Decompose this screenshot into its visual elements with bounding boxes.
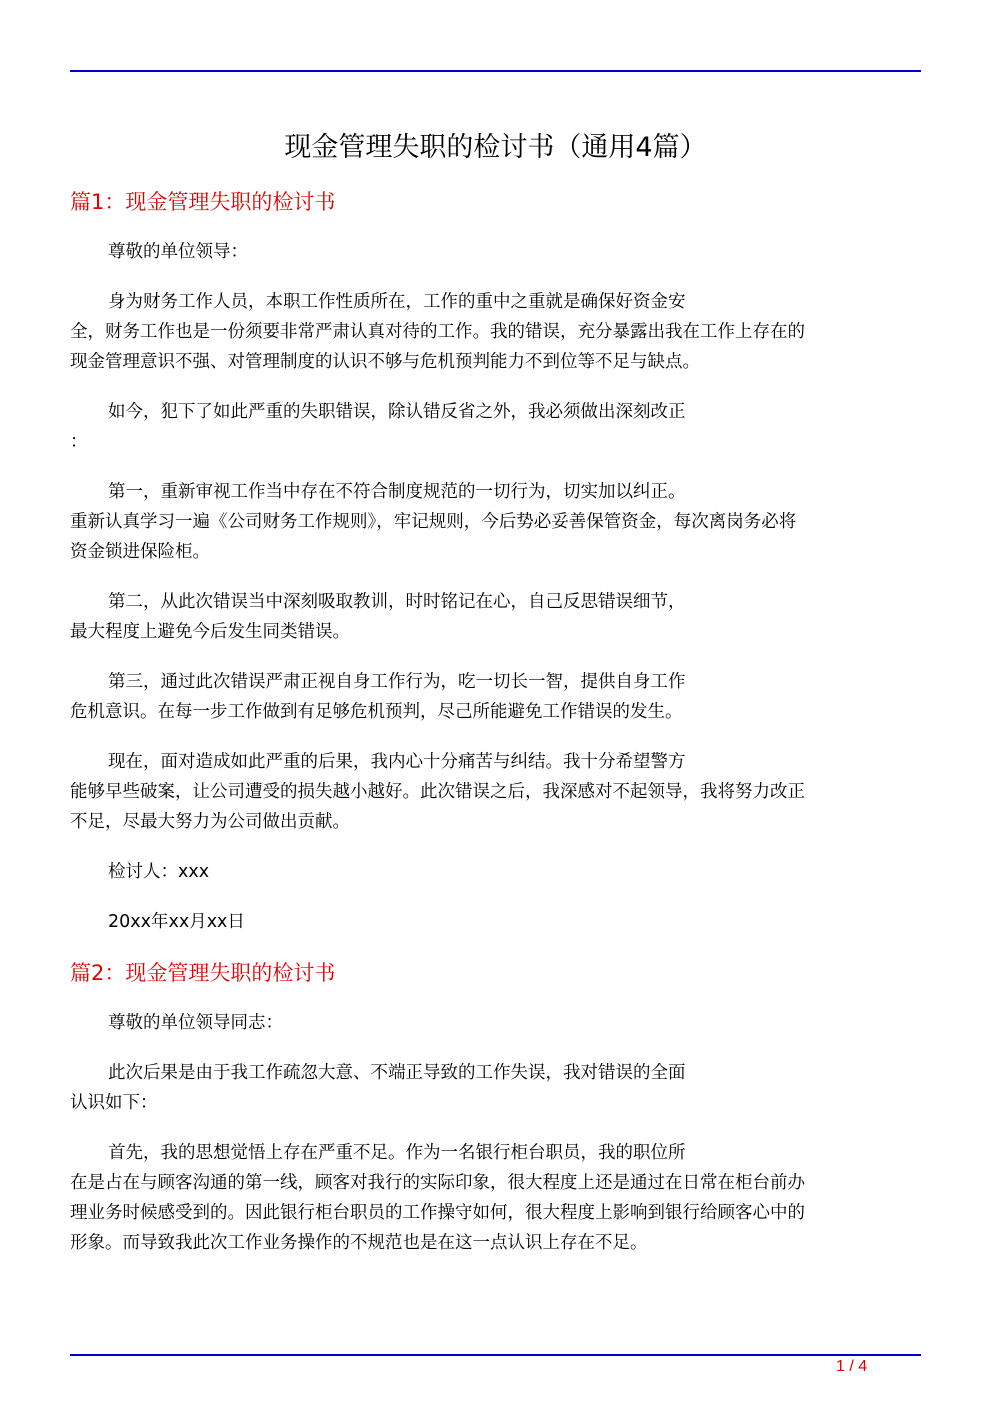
text-line: 理业务时候感受到的。因此银行柜台职员的工作操守如何，很大程度上影响到银行给顾客心中的 — [70, 1203, 805, 1223]
text-line: 第一，重新审视工作当中存在不符合制度规范的一切行为，切实加以纠正。 — [108, 482, 686, 502]
text-line: 第三，通过此次错误严肃正视自身工作行为，吃一切长一智，提供自身工作 — [108, 672, 686, 692]
text-line: 现金管理意识不强、对管理制度的认识不够与危机预判能力不到位等不足与缺点。 — [70, 352, 700, 372]
text-line: ： — [70, 432, 88, 452]
text-line: 最大程度上避免今后发生同类错误。 — [70, 622, 350, 642]
text-line: 首先，我的思想觉悟上存在严重不足。作为一名银行柜台职员，我的职位所 — [108, 1143, 686, 1163]
text-line: 第二，从此次错误当中深刻吸取教训，时时铭记在心，自己反思错误细节， — [108, 592, 686, 612]
text-line: 能够早些破案，让公司遭受的损失越小越好。此次错误之后，我深感对不起领导，我将努力改正 — [70, 782, 805, 802]
paragraph — [70, 237, 921, 267]
text-line: 形象。而导致我此次工作业务操作的不规范也是在这一点认识上存在不足。 — [70, 1233, 648, 1253]
text-line: 如今，犯下了如此严重的失职错误，除认错反省之外，我必须做出深刻改正 — [108, 402, 686, 422]
paragraph — [70, 1008, 921, 1038]
text-line: 危机意识。在每一步工作做到有足够危机预判，尽己所能避免工作错误的发生。 — [70, 702, 683, 722]
text-line: 尊敬的单位领导： — [108, 242, 248, 262]
text-line: 认识如下： — [70, 1093, 158, 1113]
text-line: 在是占在与顾客沟通的第一线，顾客对我行的实际印象，很大程度上还是通过在日常在柜台前办 — [70, 1173, 805, 1193]
text-line: 全，财务工作也是一份须要非常严肃认真对待的工作。我的错误，充分暴露出我在工作上存在的 — [70, 322, 805, 342]
text-line: 此次后果是由于我工作疏忽大意、不端正导致的工作失误，我对错误的全面 — [108, 1063, 686, 1083]
paragraph — [70, 287, 921, 377]
section-heading: 篇1：现金管理失职的检讨书 — [70, 190, 336, 214]
text-line: 重新认真学习一遍《公司财务工作规则》，牢记规则，今后势必妥善保管资金，每次离岗务必将 — [70, 512, 797, 532]
paragraph — [70, 747, 921, 837]
section-heading: 篇2：现金管理失职的检讨书 — [70, 961, 336, 985]
text-line: 身为财务工作人员，本职工作性质所在，工作的重中之重就是确保好资金安 — [108, 292, 686, 312]
paragraph — [70, 857, 921, 887]
paragraph — [70, 1058, 921, 1118]
paragraph — [70, 907, 921, 937]
text-line: 20xx年xx月xx日 — [108, 912, 245, 932]
text-line: 现在，面对造成如此严重的后果，我内心十分痛苦与纠结。我十分希望警方 — [108, 752, 686, 772]
paragraph — [70, 1138, 921, 1258]
text-line: 尊敬的单位领导同志： — [108, 1013, 283, 1033]
paragraph — [70, 667, 921, 727]
paragraph — [70, 587, 921, 647]
footer-rule — [70, 1354, 921, 1356]
header-rule — [70, 70, 921, 72]
document-title: 现金管理失职的检讨书（通用4篇） — [284, 132, 707, 163]
text-line: 资金锁进保险柜。 — [70, 542, 210, 562]
document-body — [70, 130, 921, 1258]
paragraph — [70, 397, 921, 457]
text-line: 不足，尽最大努力为公司做出贡献。 — [70, 812, 350, 832]
paragraph — [70, 477, 921, 567]
page-number: 1 / 4 — [836, 1358, 868, 1375]
text-line: 检讨人：xxx — [108, 862, 210, 882]
